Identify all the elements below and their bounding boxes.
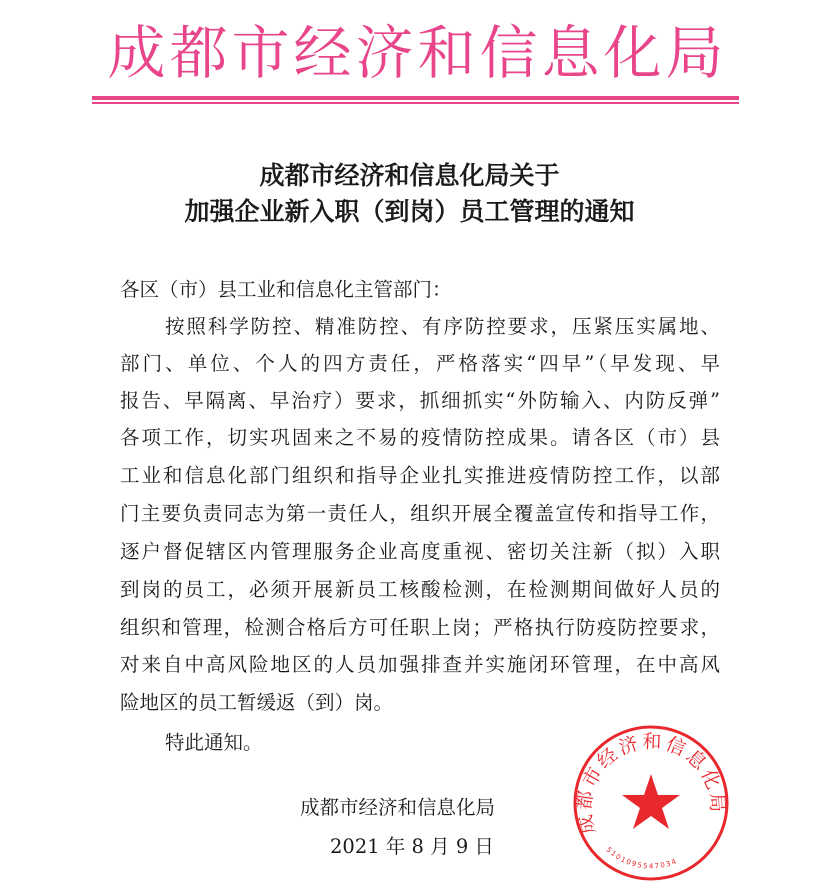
body-line: 部门、单位、个人的四方责任，严格落实“四早”（早发现、早 — [120, 352, 720, 375]
date: 2021 年 8 月 9 日 — [330, 835, 494, 858]
masthead-rule-thin — [92, 102, 739, 104]
body-line: 各项工作，切实巩固来之不易的疫情防控成果。请各区（市）县 — [120, 426, 720, 449]
body-line: 到岗的员工，必须开展新员工核酸检测，在检测期间做好人员的 — [120, 578, 720, 601]
body-line: 报告、早隔离、早治疗）要求，抓细抓实“外防输入、内防反弹” — [120, 389, 720, 412]
seal-code: 5101095547034 — [604, 845, 679, 871]
body-line: 对来自中高风险地区的人员加强排查并实施闭环管理，在中高风 — [120, 653, 720, 676]
masthead-title: 成都市经济和信息化局 — [107, 19, 728, 87]
salutation: 各区（市）县工业和信息化主管部门： — [120, 278, 452, 301]
official-seal-stamp — [570, 722, 732, 884]
masthead-rule-thick — [92, 96, 739, 100]
document-title-line-2: 加强企业新入职（到岗）员工管理的通知 — [184, 197, 635, 226]
body-line: 门主要负责同志为第一责任人，组织开展全覆盖宣传和指导工作， — [120, 502, 720, 525]
body-line: 险地区的员工暂缓返（到）岗。 — [120, 691, 394, 714]
body-line: 按照科学防控、精准防控、有序防控要求，压紧压实属地、 — [165, 315, 720, 338]
closing: 特此通知。 — [165, 731, 263, 754]
body-line: 工业和信息化部门组织和指导企业扎实推进疫情防控工作，以部 — [120, 464, 720, 487]
body-line: 组织和管理，检测合格后方可任职上岗；严格执行防疫防控要求， — [120, 616, 720, 639]
signature: 成都市经济和信息化局 — [300, 796, 496, 819]
body-line: 逐户督促辖区内管理服务企业高度重视、密切关注新（拟）入职 — [120, 540, 720, 563]
seal-text: 成都市经济和信息化局 — [573, 730, 729, 837]
document-title-line-1: 成都市经济和信息化局关于 — [259, 161, 560, 190]
star-icon — [622, 774, 680, 829]
